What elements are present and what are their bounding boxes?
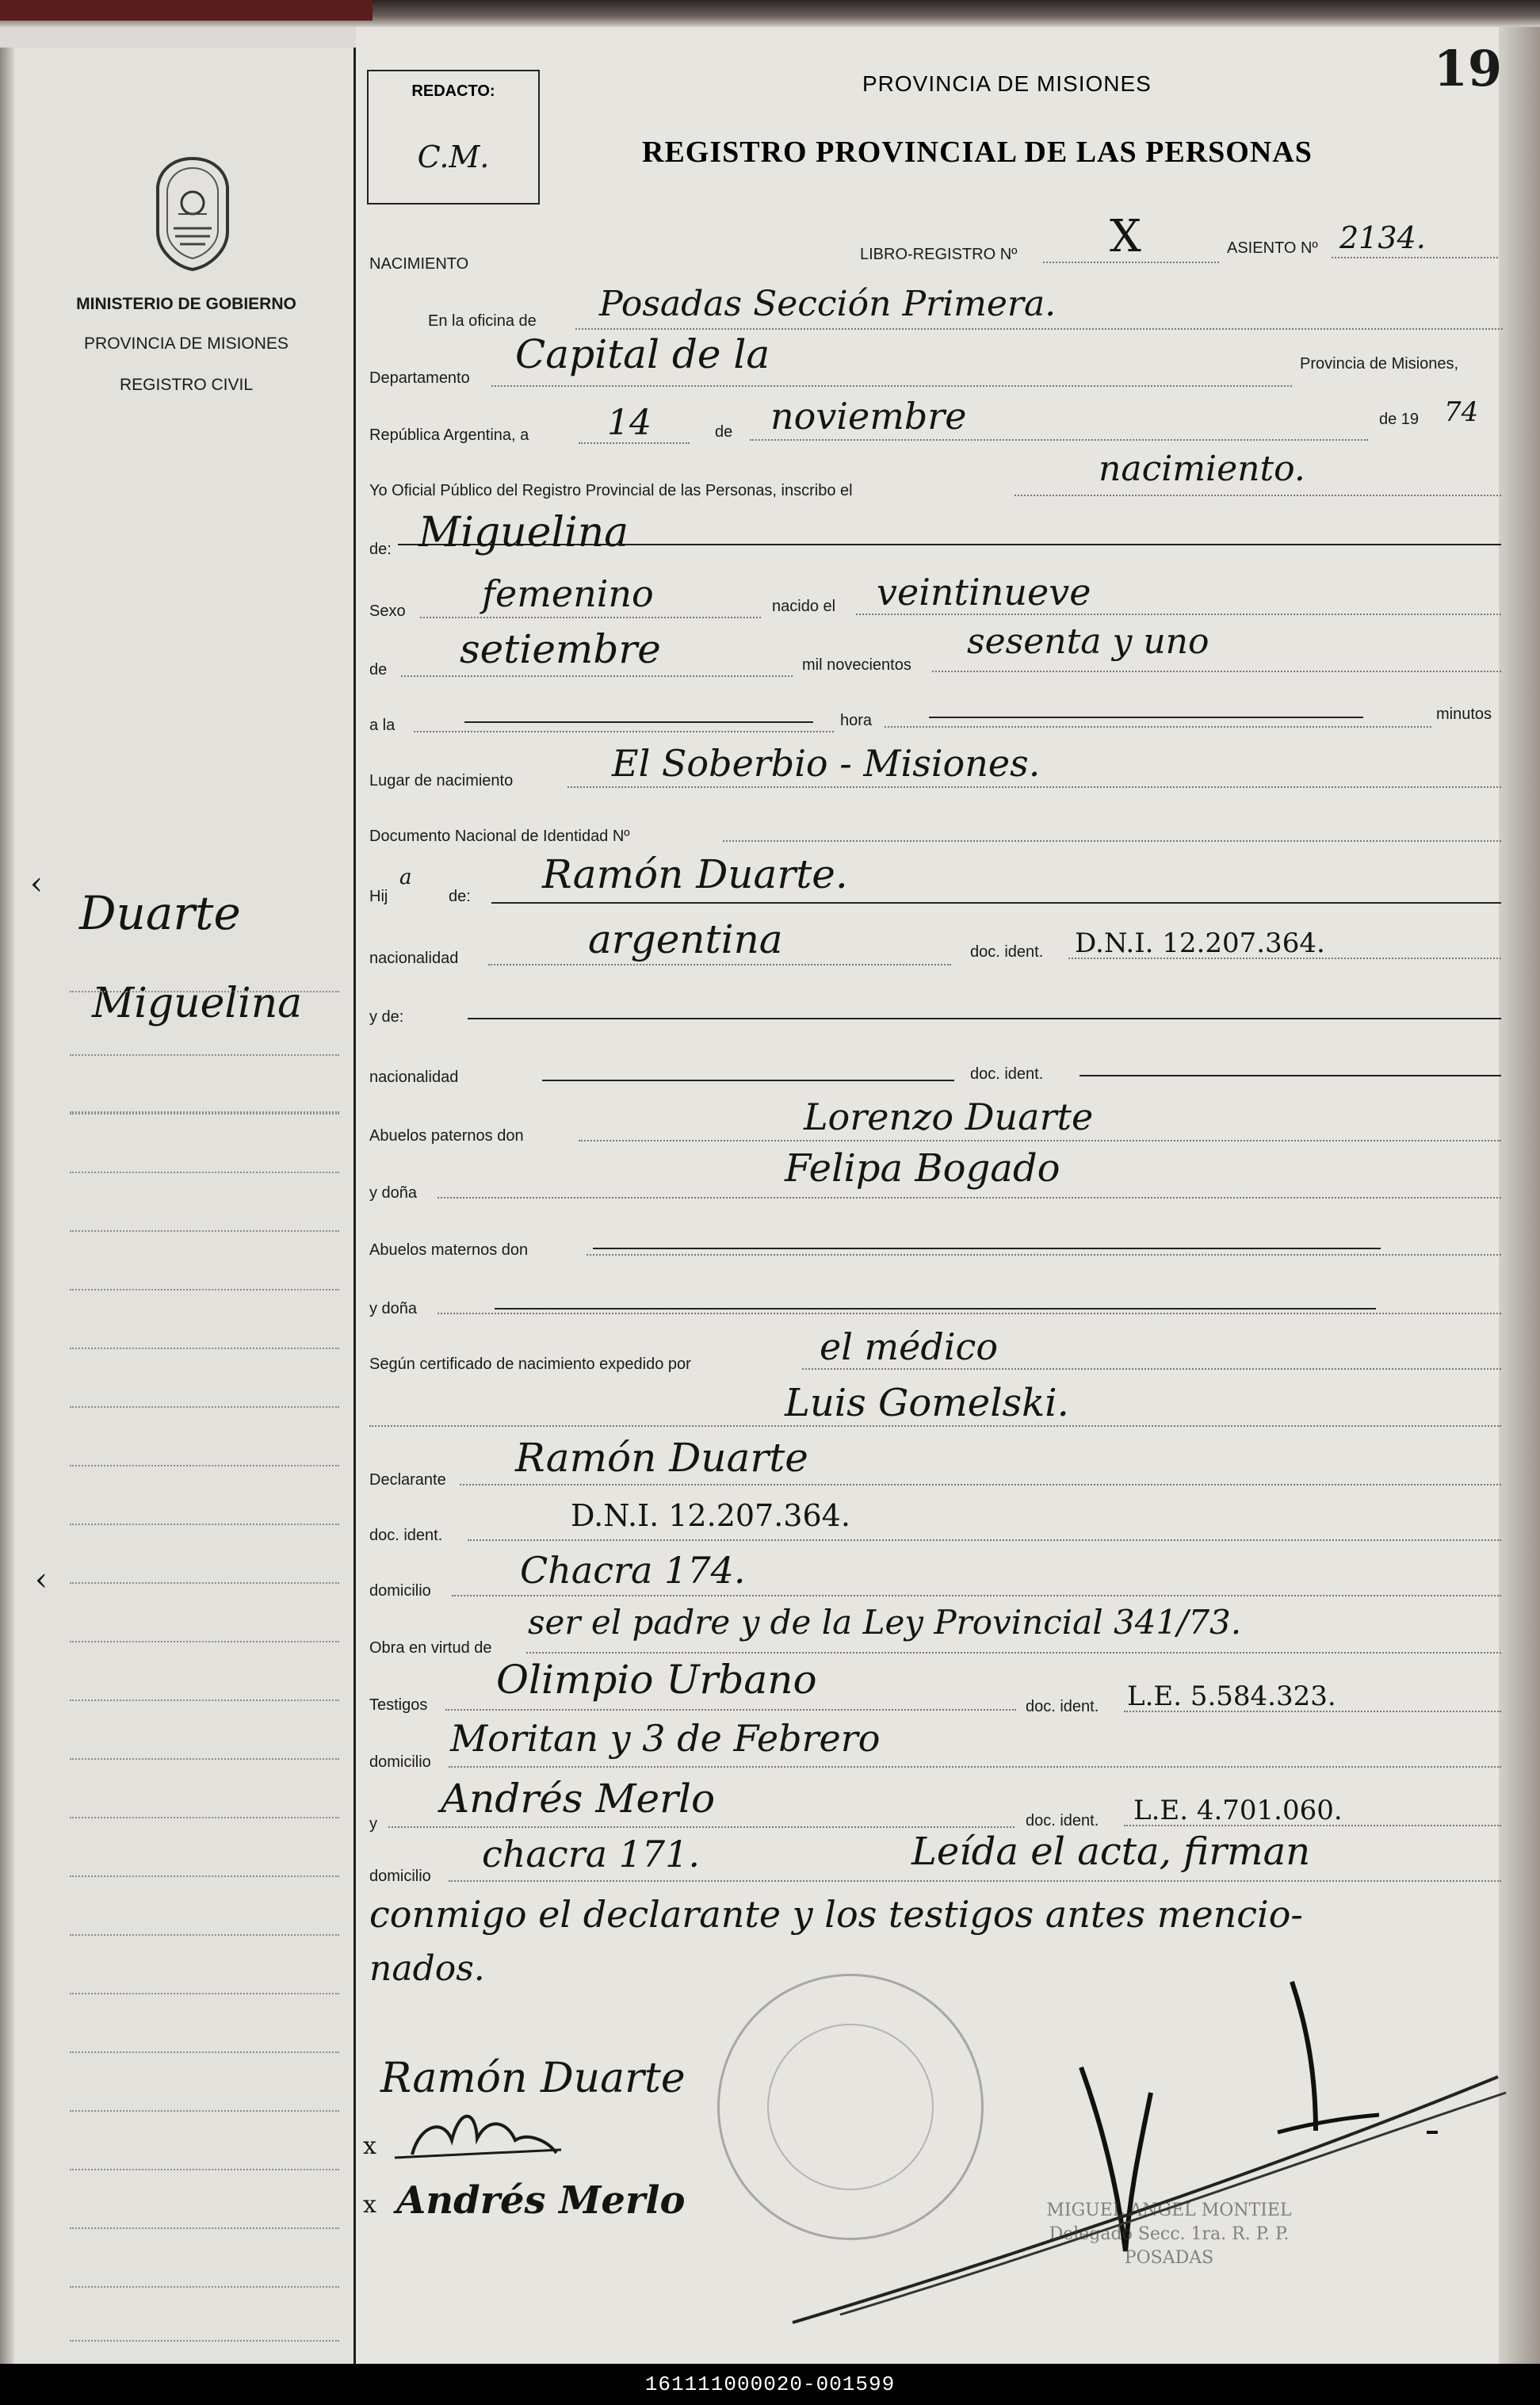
doc-ident-label: doc. ident. <box>970 943 1044 961</box>
doc-padre-value: D.N.I. 12.207.364. <box>1075 927 1325 959</box>
nacido-label: nacido el <box>772 598 836 615</box>
ydona2-label: y doña <box>369 1300 418 1317</box>
yde-label: y de: <box>369 1008 404 1026</box>
obra-label: Obra en virtud de <box>369 1639 492 1657</box>
domicilio3-label: domicilio <box>369 1868 431 1885</box>
sexo-value: femenino <box>482 572 654 615</box>
abuelos-mat-label: Abuelos maternos don <box>369 1241 529 1259</box>
lugar-label: Lugar de nacimiento <box>369 772 514 790</box>
dom-t1-value: Moritan y 3 de Febrero <box>450 1717 881 1760</box>
doc-decl-value: D.N.I. 12.207.364. <box>571 1498 850 1533</box>
domicilio-value: Chacra 174. <box>520 1549 746 1592</box>
domicilio-label: domicilio <box>369 1582 431 1600</box>
de-nombre-label: de: <box>369 541 392 558</box>
delegado-city: POSADAS <box>1124 2248 1214 2268</box>
doc-t2-value: L.E. 4.701.060. <box>1133 1795 1343 1826</box>
hij-de-label: de: <box>449 888 471 905</box>
asiento-value: 2134. <box>1339 220 1426 255</box>
registry-label: REGISTRO CIVIL <box>119 376 254 394</box>
hora-label: hora <box>840 712 873 729</box>
anio-nac-value: sesenta y uno <box>967 621 1209 662</box>
margin-tick-mark: ‹ <box>35 1562 48 1598</box>
padre-value: Ramón Duarte. <box>542 851 848 897</box>
y-label: y <box>369 1815 377 1833</box>
testigo1-value: Olimpio Urbano <box>496 1657 817 1703</box>
redacto-value: C.M. <box>417 140 490 174</box>
leida-value: Leída el acta, firman <box>911 1830 1311 1874</box>
anio-label: de 19 <box>1379 411 1420 428</box>
redacto-label: REDACTO: <box>411 82 495 100</box>
domicilio2-label: domicilio <box>369 1753 431 1771</box>
abuela-pat-value: Felipa Bogado <box>785 1146 1060 1191</box>
cierre-line-2: nados. <box>369 1948 485 1989</box>
doc-ident3-label: doc. ident. <box>369 1527 443 1544</box>
doc-t1-value: L.E. 5.584.323. <box>1127 1680 1336 1712</box>
hij-label: Hij <box>369 888 388 905</box>
ydona-label: y doña <box>369 1184 418 1202</box>
page-number: 19 <box>1433 40 1502 98</box>
nombre-value: Miguelina <box>418 509 629 556</box>
delegado-role: Delegado Secc. 1ra. R. P. P. <box>1049 2224 1290 2244</box>
asiento-label: ASIENTO Nº <box>1227 239 1318 257</box>
mes-value: noviembre <box>770 395 967 438</box>
official-stamp <box>717 1974 984 2240</box>
dia-value: 14 <box>607 403 652 443</box>
de2-label: de <box>369 661 388 679</box>
declarante-label: Declarante <box>369 1471 446 1489</box>
nacionalidad-padre-value: argentina <box>588 916 783 962</box>
abuelo-pat-value: Lorenzo Duarte <box>804 1095 1094 1138</box>
republica-label: República Argentina, a <box>369 426 529 444</box>
header-province: PROVINCIA DE MISIONES <box>862 71 1152 96</box>
delegado-name: MIGUEL ANGEL MONTIEL <box>1046 2200 1292 2220</box>
anio-value: 74 <box>1444 396 1479 428</box>
segun-value: el médico <box>820 1325 999 1368</box>
ministry-label: MINISTERIO DE GOBIERNO <box>76 295 296 313</box>
testigos-label: Testigos <box>369 1696 428 1714</box>
testigo2-value: Andrés Merlo <box>441 1776 716 1822</box>
libro-label: LIBRO-REGISTRO Nº <box>860 246 1018 263</box>
doc-ident2-label: doc. ident. <box>970 1065 1044 1083</box>
header-title: REGISTRO PROVINCIAL DE LAS PERSONAS <box>642 136 1313 169</box>
inscribo-value: nacimiento. <box>1099 449 1305 489</box>
record-type-label: NACIMIENTO <box>369 255 469 273</box>
doc-ident5-label: doc. ident. <box>1026 1812 1099 1830</box>
signature-mark: x <box>363 2191 376 2219</box>
margin-given-name: Miguelina <box>92 980 303 1027</box>
margin-tick-mark: ‹ <box>30 866 43 902</box>
mil-label: mil novecientos <box>802 656 911 674</box>
dni-label: Documento Nacional de Identidad Nº <box>369 828 630 845</box>
delegado-stamp-text <box>991 2199 1347 2270</box>
declarante-value: Ramón Duarte <box>515 1435 808 1481</box>
signature-mark: x <box>363 2132 376 2160</box>
signature-testigo-2: Andrés Merlo <box>396 2178 686 2223</box>
departamento-label: Departamento <box>369 369 470 387</box>
nacionalidad2-label: nacionalidad <box>369 1069 459 1086</box>
doc-ident4-label: doc. ident. <box>1026 1698 1099 1715</box>
hij-suffix: a <box>399 866 412 889</box>
lugar-value: El Soberbio - Misiones. <box>612 742 1041 785</box>
signature-declarante: Ramón Duarte <box>380 2055 686 2102</box>
province-label: PROVINCIA DE MISIONES <box>84 335 289 353</box>
obra-value: ser el padre y de la Ley Provincial 341/73. <box>528 1603 1242 1642</box>
oficina-value: Posadas Sección Primera. <box>599 284 1057 324</box>
official-stamp-inner-ring <box>767 2024 934 2190</box>
medico-value: Luis Gomelski. <box>785 1381 1069 1425</box>
abuelos-pat-label: Abuelos paternos don <box>369 1127 524 1145</box>
mes-nac-value: setiembre <box>460 626 661 672</box>
ala-label: a la <box>369 717 396 734</box>
margin-surname: Duarte <box>79 886 241 940</box>
nacionalidad-label: nacionalidad <box>369 950 459 967</box>
minutos-label: minutos <box>1436 705 1492 723</box>
segun-label: Según certificado de nacimiento expedido por <box>369 1355 691 1373</box>
dom-t2-value: chacra 171. <box>482 1833 701 1875</box>
footer-code: 161111000020-001599 <box>0 2364 1540 2405</box>
departamento-value: Capital de la <box>515 331 770 377</box>
oficina-label: En la oficina de <box>428 312 537 330</box>
cierre-line-1: conmigo el declarante y los testigos antes mencio- <box>369 1893 1303 1936</box>
nacido-value: veintinueve <box>877 571 1091 614</box>
oficial-text: Yo Oficial Público del Registro Provincial de las Personas, inscribo el <box>369 482 853 499</box>
de-label: de <box>715 423 733 441</box>
provincia-suffix: Provincia de Misiones, <box>1300 355 1459 373</box>
libro-value: X <box>1110 211 1141 262</box>
sexo-label: Sexo <box>369 602 406 620</box>
